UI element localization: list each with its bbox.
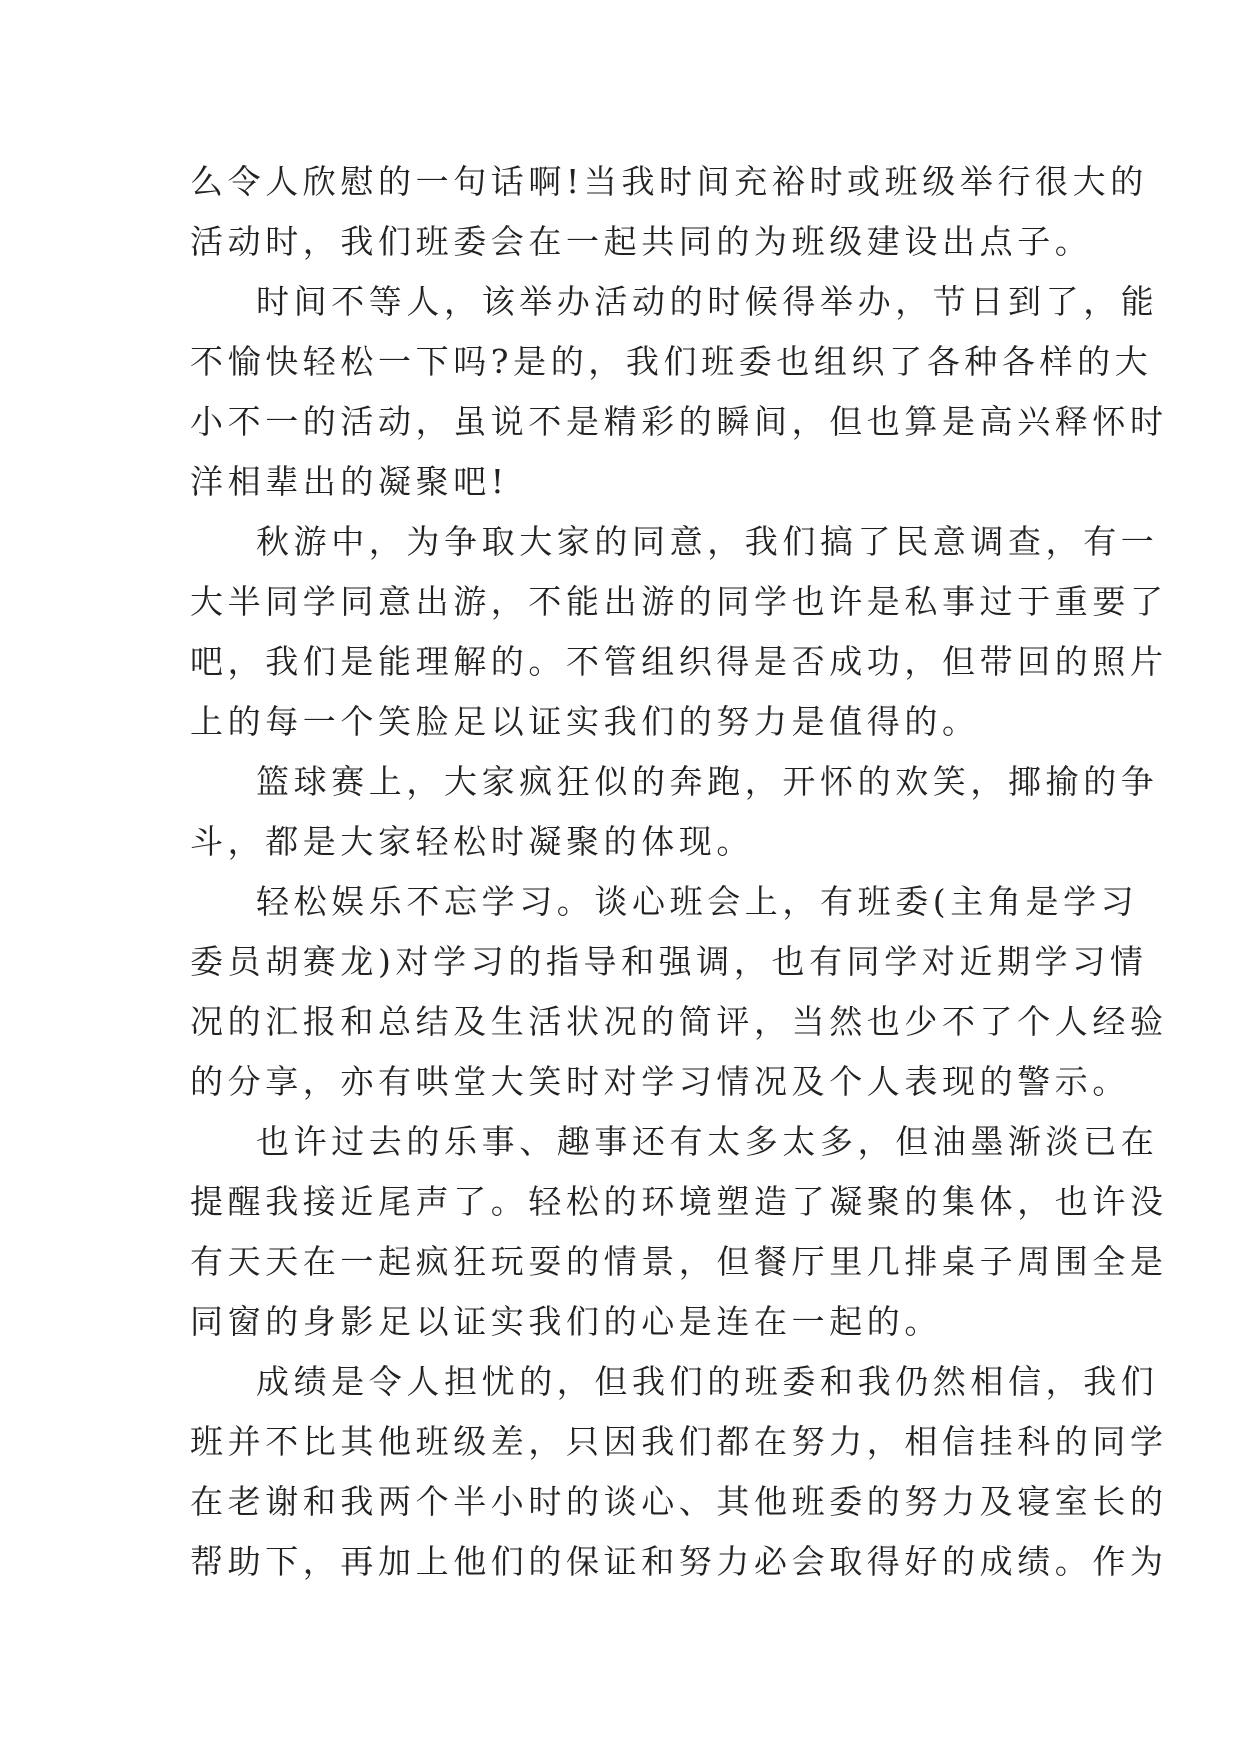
text-line: 吧，我们是能理解的。不管组织得是否成功，但带回的照片 bbox=[190, 642, 1168, 681]
text-line: 轻松娱乐不忘学习。谈心班会上，有班委(主角是学习 bbox=[256, 882, 1139, 921]
text-line: 委员胡赛龙)对学习的指导和强调，也有同学对近期学习情 bbox=[190, 942, 1148, 981]
text-line: 秋游中，为争取大家的同意，我们搞了民意调查，有一 bbox=[256, 522, 1159, 561]
text-line: 斗，都是大家轻松时凝聚的体现。 bbox=[190, 822, 754, 861]
text-line: 活动时，我们班委会在一起共同的为班级建设出点子。 bbox=[190, 222, 1093, 261]
text-line: 同窗的身影足以证实我们的心是连在一起的。 bbox=[190, 1302, 942, 1341]
text-line: 有天天在一起疯狂玩耍的情景，但餐厅里几排桌子周围全是 bbox=[190, 1242, 1168, 1281]
text-line: 么令人欣慰的一句话啊!当我时间充裕时或班级举行很大的 bbox=[190, 162, 1148, 201]
text-line: 小不一的活动，虽说不是精彩的瞬间，但也算是高兴释怀时 bbox=[190, 402, 1168, 441]
text-line: 上的每一个笑脸足以证实我们的努力是值得的。 bbox=[190, 702, 980, 741]
text-line: 班并不比其他班级差，只因我们都在努力，相信挂科的同学 bbox=[190, 1422, 1168, 1461]
text-line: 也许过去的乐事、趣事还有太多太多，但油墨渐淡已在 bbox=[256, 1122, 1159, 1161]
text-line: 帮助下，再加上他们的保证和努力必会取得好的成绩。作为 bbox=[190, 1542, 1168, 1581]
text-line: 不愉快轻松一下吗?是的，我们班委也组织了各种各样的大 bbox=[190, 342, 1153, 381]
text-line: 成绩是令人担忧的，但我们的班委和我仍然相信，我们 bbox=[256, 1362, 1159, 1401]
paragraph bbox=[190, 1112, 1168, 1352]
paragraph bbox=[190, 272, 1168, 512]
document-page bbox=[190, 152, 1168, 1592]
text-line: 的分享，亦有哄堂大笑时对学习情况及个人表现的警示。 bbox=[190, 1062, 1130, 1101]
text-line: 况的汇报和总结及生活状况的简评，当然也少不了个人经验 bbox=[190, 1002, 1168, 1041]
paragraph bbox=[190, 1352, 1168, 1592]
text-line: 在老谢和我两个半小时的谈心、其他班委的努力及寝室长的 bbox=[190, 1482, 1168, 1521]
paragraph bbox=[190, 752, 1159, 872]
text-line: 时间不等人，该举办活动的时候得举办，节日到了，能 bbox=[256, 282, 1159, 321]
paragraph bbox=[190, 872, 1168, 1112]
paragraph bbox=[190, 152, 1148, 272]
paragraph bbox=[190, 512, 1168, 752]
text-line: 洋相辈出的凝聚吧! bbox=[190, 462, 509, 501]
text-line: 提醒我接近尾声了。轻松的环境塑造了凝聚的集体，也许没 bbox=[190, 1182, 1168, 1221]
text-line: 篮球赛上，大家疯狂似的奔跑，开怀的欢笑，揶揄的争 bbox=[256, 762, 1159, 801]
text-line: 大半同学同意出游，不能出游的同学也许是私事过于重要了 bbox=[190, 582, 1168, 621]
